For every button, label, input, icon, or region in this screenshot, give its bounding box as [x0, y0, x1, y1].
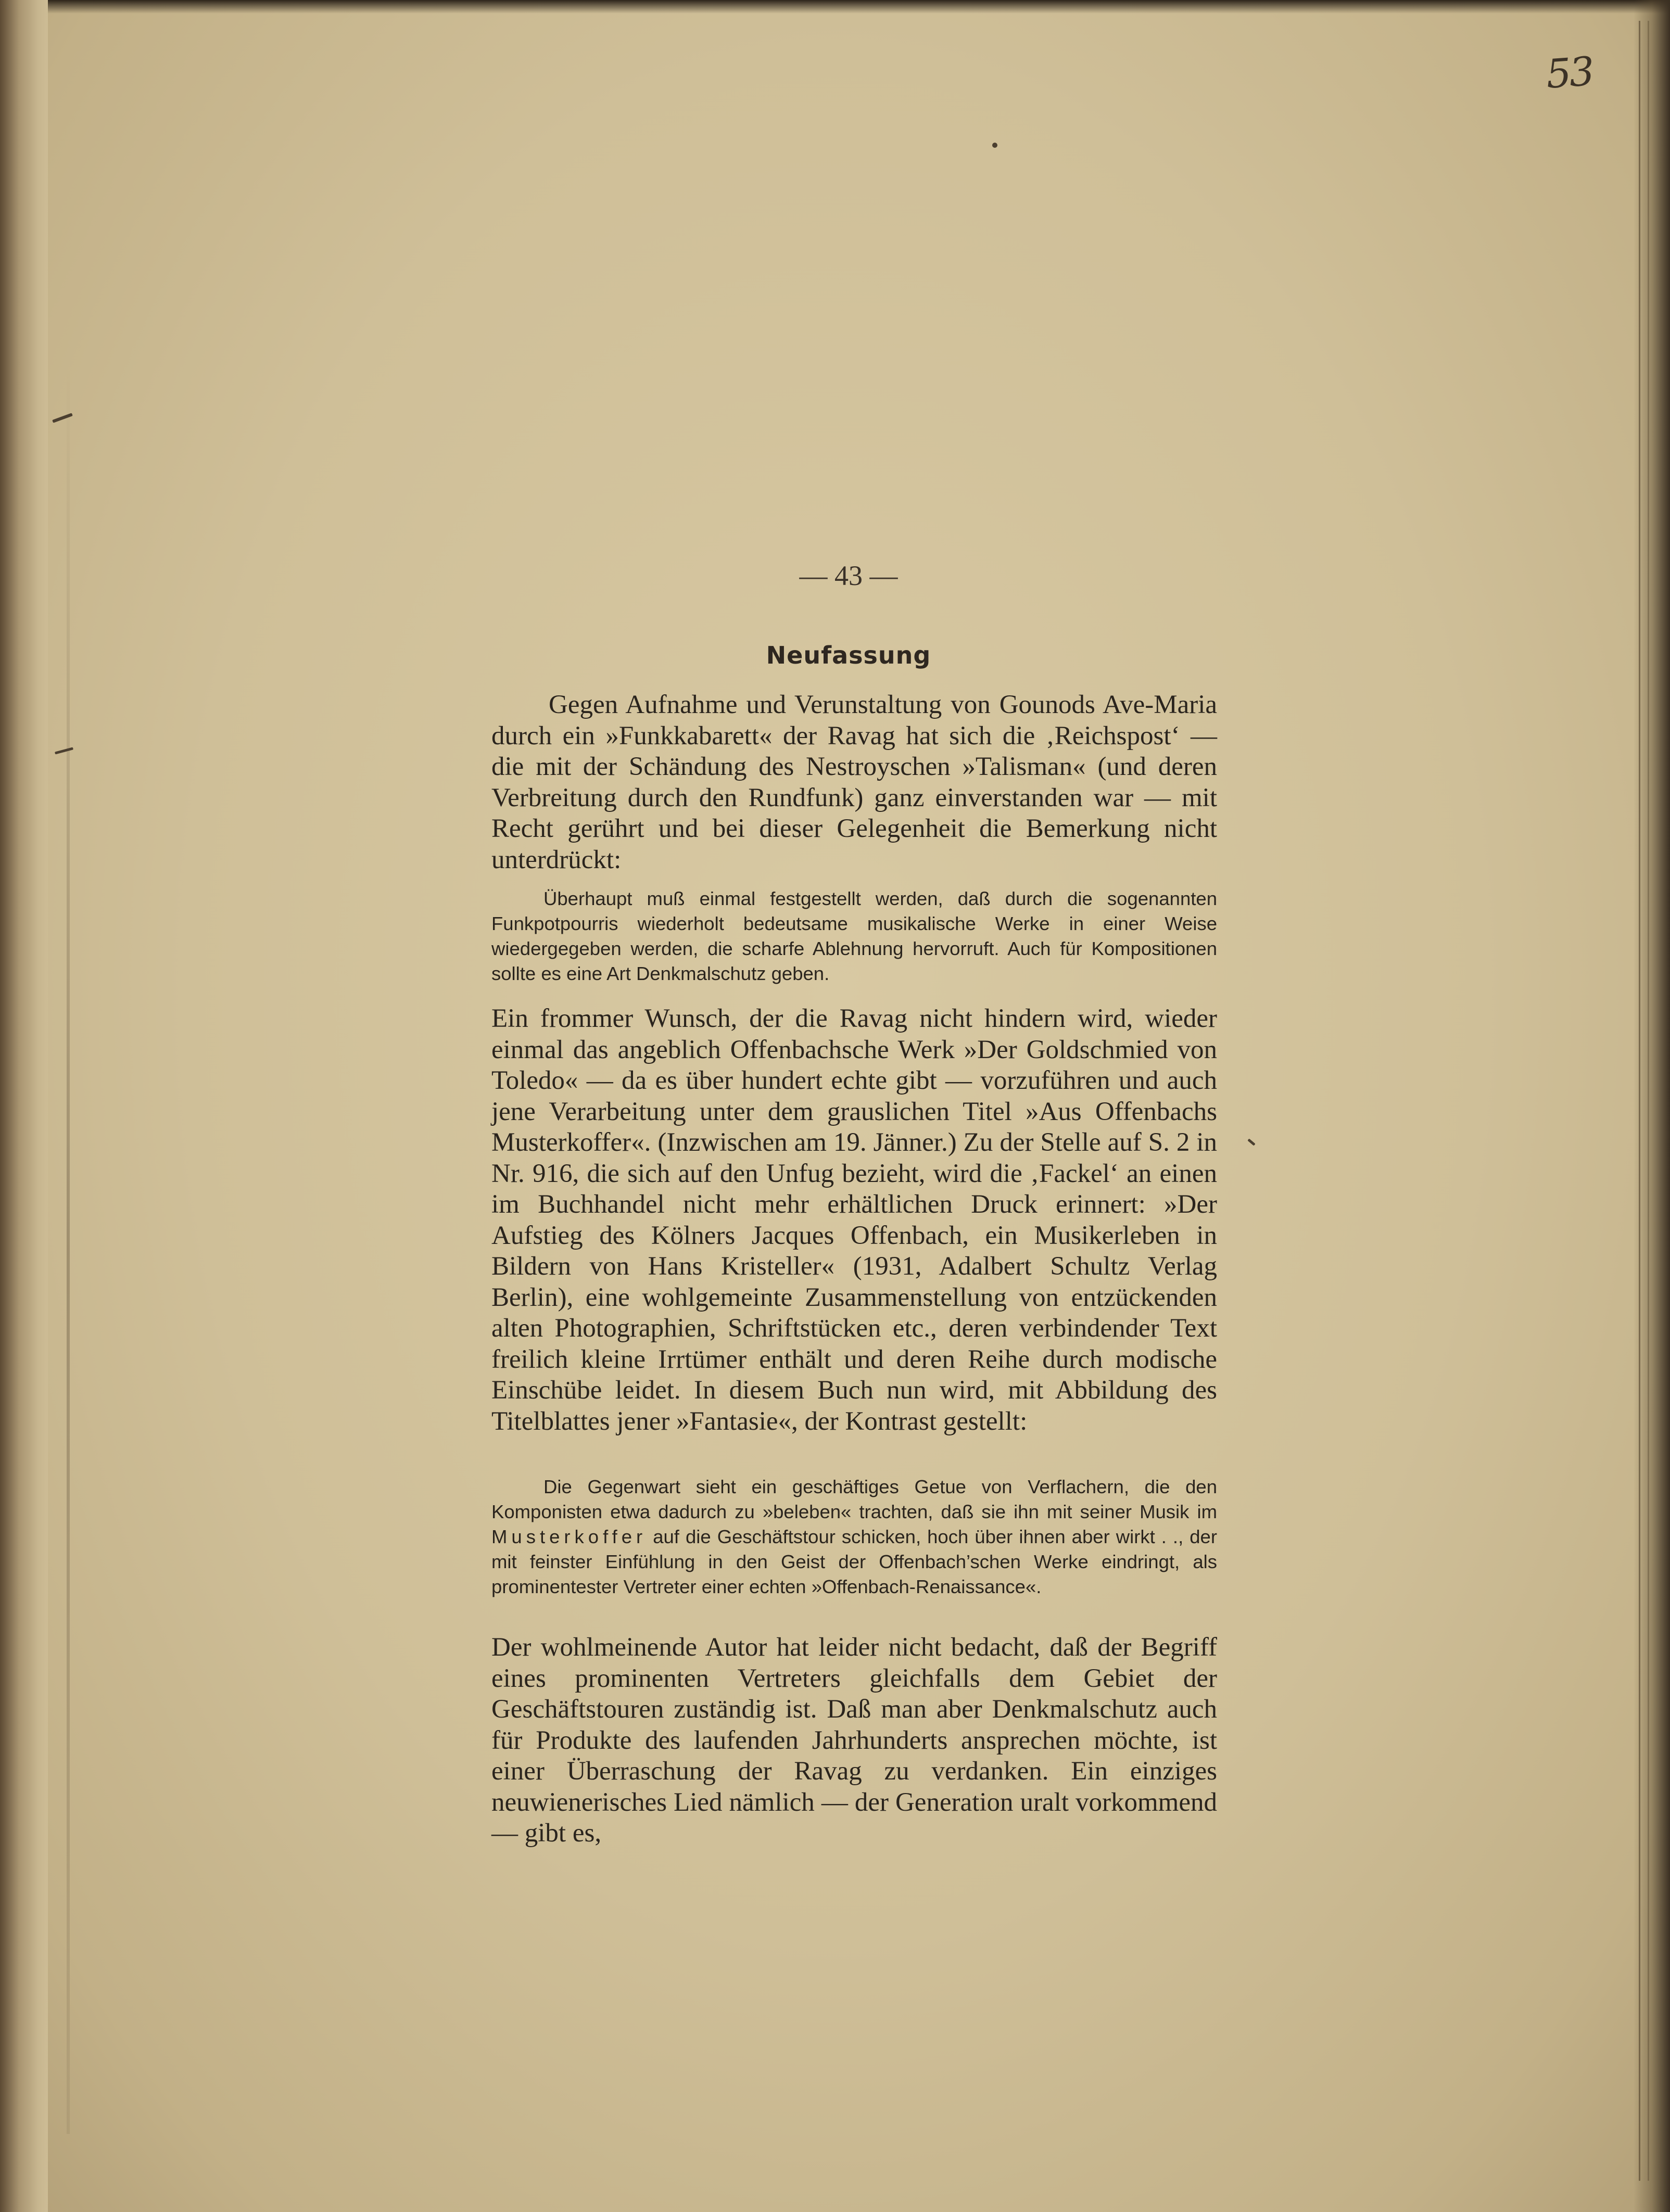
block-quote	[491, 1474, 1217, 1599]
margin-mark	[1247, 1138, 1255, 1146]
folio-number: 53	[1545, 48, 1594, 97]
paragraph: Ein frommer Wunsch, der die Ravag nicht hindern wird, wieder einmal das angeblich Offenbachsche Werk »Der Goldschmied von Toledo« — da es über hundert echte gibt — vorzuführen und auch jene Verarbeitung unter dem grauslichen Titel »Aus Offenbachs Musterkoffer«. (Inzwischen am 19. Jänner.) Zu der Stelle auf S. 2 in Nr. 916, die sich auf den Unfug bezieht, wird die ‚Fackel‘ an einen im Buchhandel nicht mehr erhältlichen Druck erinnert: »Der Aufstieg des Kölners Jacques Offenbach, ein Musikerleben in Bildern von Hans Kristeller« (1931, Adalbert Schultz Verlag Berlin), eine wohlgemeinte Zusammenstellung von entzückenden alten Photographien, Schriftstücken etc., deren verbindender Text freilich kleine Irrtümer enthält und deren Reihe durch modische Einschübe leidet. In diesem Buch nun wird, mit Abbildung des Titelblattes jener »Fantasie«, der Kontrast gestellt:	[491, 1004, 1217, 1436]
paper-speck	[992, 143, 997, 148]
section-heading: Neufassung	[766, 641, 931, 669]
spaced-emphasis: Musterkoffer	[491, 1526, 647, 1547]
quote-text: Die Gegenwart sieht ein geschäftiges Getue von Verflachern, die den Komponisten etwa dadurch zu »beleben« trachten, daß sie ihn mit seiner Musik im	[491, 1476, 1217, 1522]
block-quote: Überhaupt muß einmal festgestellt werden, daß durch die sogenannten Funkpotpourris wiederholt bedeutsame musikalische Werke in einer Weise wiedergegeben werden, die scharfe Ablehnung hervorruft. Auch für Kompositionen sollte es eine Art Denkmalschutz geben.	[491, 888, 1217, 984]
quote-text: auf die Geschäftstour schicken, hoch über ihnen aber wirkt . ., der mit feinster Einfühlung in den Geist der Offenbach’schen Werke eindringt, als prominentester Vertreter einer echten »Offenbach-Renaissance«.	[491, 1526, 1217, 1597]
paragraph: Der wohlmeinende Autor hat leider nicht bedacht, daß der Begriff eines prominenten Vertreters gleichfalls dem Gebiet der Geschäftstouren zuständig ist. Daß man aber Denkmalschutz auch für Produkte des laufenden Jahrhunderts ansprechen möchte, ist einer Überraschung der Ravag zu verdanken. Ein einziges neuwienerisches Lied nämlich — der Generation uralt vorkommend — gibt es,	[491, 1633, 1217, 1848]
page-right-edge	[1634, 0, 1670, 2212]
paragraph: Gegen Aufnahme und Verunstaltung von Gounods Ave-Maria durch ein »Funkkabarett« der Ravag hat sich die ‚Reichspost‘ — die mit der Schändung des Nestroyschen »Talisman« (und deren Verbreitung durch den Rundfunk) ganz einverstanden war — mit Recht gerührt und bei dieser Gelegenheit die Bemerkung nicht unterdrückt:	[491, 690, 1217, 874]
book-spine	[0, 0, 48, 2212]
page-top-edge	[0, 0, 1670, 14]
page-number: — 43 —	[799, 560, 898, 591]
gutter-shadow	[67, 364, 70, 2134]
spine-mark	[55, 747, 73, 754]
